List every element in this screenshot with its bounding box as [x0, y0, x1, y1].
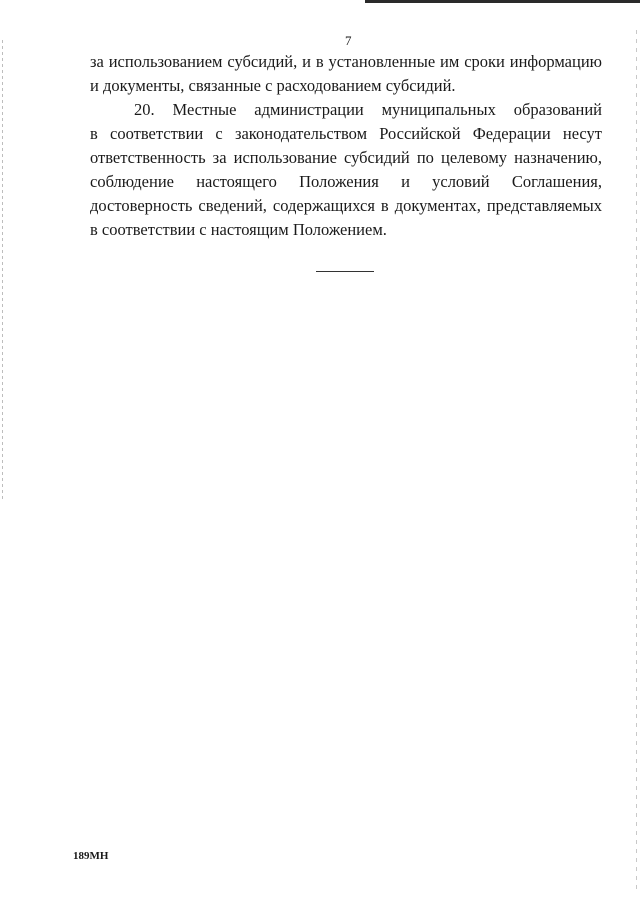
- page-number: 7: [345, 33, 352, 48]
- scan-edge-left: [2, 40, 3, 500]
- document-body: [90, 50, 602, 242]
- text-line: в соответствии с законодательством Российской Федерации несут: [90, 124, 602, 143]
- scan-edge-right: [636, 30, 637, 890]
- section-separator: [316, 271, 374, 272]
- text-line: и документы, связанные с расходованием субсидий.: [90, 76, 456, 95]
- text-line: ответственность за использование субсидий по целевому назначению,: [90, 148, 602, 167]
- text-line: достоверность сведений, содержащихся в документах, представляемых: [90, 196, 602, 215]
- document-code: 189МН: [73, 850, 109, 862]
- text-line: 20. Местные администрации муниципальных образований: [134, 100, 602, 119]
- text-line: соблюдение настоящего Положения и условий Соглашения,: [90, 172, 602, 191]
- scan-edge-top: [365, 0, 640, 3]
- text-line: за использованием субсидий, и в установленные им сроки информацию: [90, 52, 602, 71]
- text-line: в соответствии с настоящим Положением.: [90, 220, 387, 239]
